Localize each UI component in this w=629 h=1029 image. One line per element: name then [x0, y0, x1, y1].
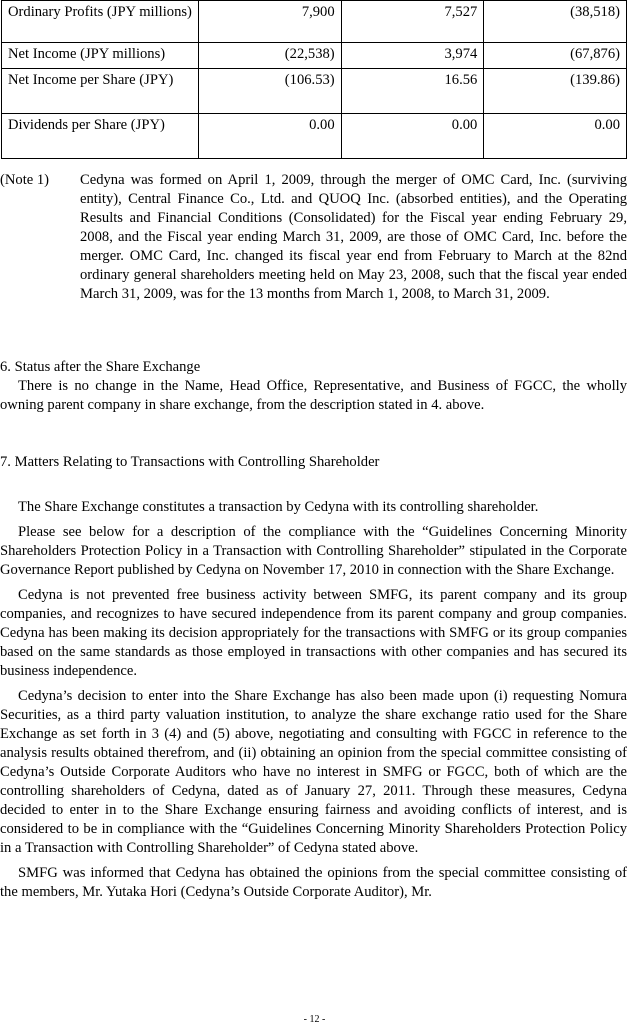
- section-paragraph: Cedyna is not prevented free business activity between SMFG, its parent company and its group companies, and recognizes to have secured independence from its parent company and group companies. Cedyna has been making its decision appropriately for the transactions with SMFG or its group companies based on the same standards as those employed in transactions with other companies and has secured its business independence.: [0, 587, 627, 679]
- section-paragraph: SMFG was informed that Cedyna has obtained the opinions from the special committee consisting of the members, Mr. Yutaka Hori (Cedyna’s Outside Corporate Auditor), Mr.: [0, 865, 627, 900]
- table-row: [2, 1, 627, 43]
- cell-value: 7,900: [199, 1, 342, 43]
- section-paragraph: Cedyna’s decision to enter into the Share Exchange has also been made upon (i) requesting Nomura Securities, as a third party valuation institution, to analyze the share exchange ratio used for the Share Exchange as set forth in 3 (4) and (5) above, negotiating and consulting with FGCC in reference to the analysis results obtained therefrom, and (ii) obtaining an opinion from the special committee consisting of Cedyna’s Outside Corporate Auditors who have no interest in SMFG or FGCC, both of which are the controlling shareholders of Cedyna, dated as of January 27, 2011. Through these measures, Cedyna decided to enter in to the Share Exchange ensuring fairness and avoiding conflicts of interest, and is considered to be in compliance with the “Guidelines Concerning Minority Shareholders Protection Policy in a Transaction with Controlling Shareholder” of Cedyna stated above.: [0, 688, 627, 856]
- cell-value: (139.86): [484, 69, 627, 114]
- row-label: Net Income (JPY millions): [2, 43, 199, 69]
- cell-value: 0.00: [199, 114, 342, 159]
- section-paragraph: The Share Exchange constitutes a transaction by Cedyna with its controlling shareholder.: [18, 499, 539, 515]
- cell-value: (106.53): [199, 69, 342, 114]
- row-label: Ordinary Profits (JPY millions): [2, 1, 199, 43]
- note-text: Cedyna was formed on April 1, 2009, through the merger of OMC Card, Inc. (surviving entity), Central Finance Co., Ltd. and QUOQ Inc. (absorbed entities), and the Operating Results and Financial Conditions (Consolidated) for the Fiscal year ending February 29, 2008, and the Fiscal year ending March 31, 2009, are those of OMC Card, Inc. before the merger. OMC Card, Inc. changed its fiscal year end from February to March at the 82nd ordinary general shareholders meeting held on May 23, 2008, such that the fiscal year ended March 31, 2009, was for the 13 months from March 1, 2008, to March 31, 2009.: [80, 172, 627, 302]
- table-row: [2, 69, 627, 114]
- row-label: Net Income per Share (JPY): [2, 69, 199, 114]
- note-1: [0, 171, 627, 304]
- section-6: [0, 358, 627, 415]
- section-paragraph: Please see below for a description of the compliance with the “Guidelines Concerning Minority Shareholders Protection Policy in a Transaction with Controlling Shareholder” stipulated in the Corporate Governance Report published by Cedyna on November 17, 2010 in connection with the Share Exchange.: [0, 524, 627, 578]
- section-paragraph: There is no change in the Name, Head Office, Representative, and Business of FGCC, the wholly owning parent company in share exchange, from the description stated in 4. above.: [0, 378, 627, 413]
- table-row: [2, 43, 627, 69]
- cell-value: (67,876): [484, 43, 627, 69]
- section-heading: 7. Matters Relating to Transactions with Controlling Shareholder: [0, 454, 380, 470]
- cell-value: 3,974: [341, 43, 484, 69]
- financial-table: [1, 0, 627, 159]
- section-7: [0, 453, 627, 902]
- table-row: [2, 114, 627, 159]
- cell-value: 0.00: [341, 114, 484, 159]
- cell-value: 7,527: [341, 1, 484, 43]
- row-label: Dividends per Share (JPY): [2, 114, 199, 159]
- cell-value: (22,538): [199, 43, 342, 69]
- note-tag: (Note 1): [0, 172, 50, 188]
- section-heading: 6. Status after the Share Exchange: [0, 359, 201, 375]
- cell-value: 0.00: [484, 114, 627, 159]
- page-number: - 12 -: [303, 1014, 326, 1025]
- cell-value: 16.56: [341, 69, 484, 114]
- cell-value: (38,518): [484, 1, 627, 43]
